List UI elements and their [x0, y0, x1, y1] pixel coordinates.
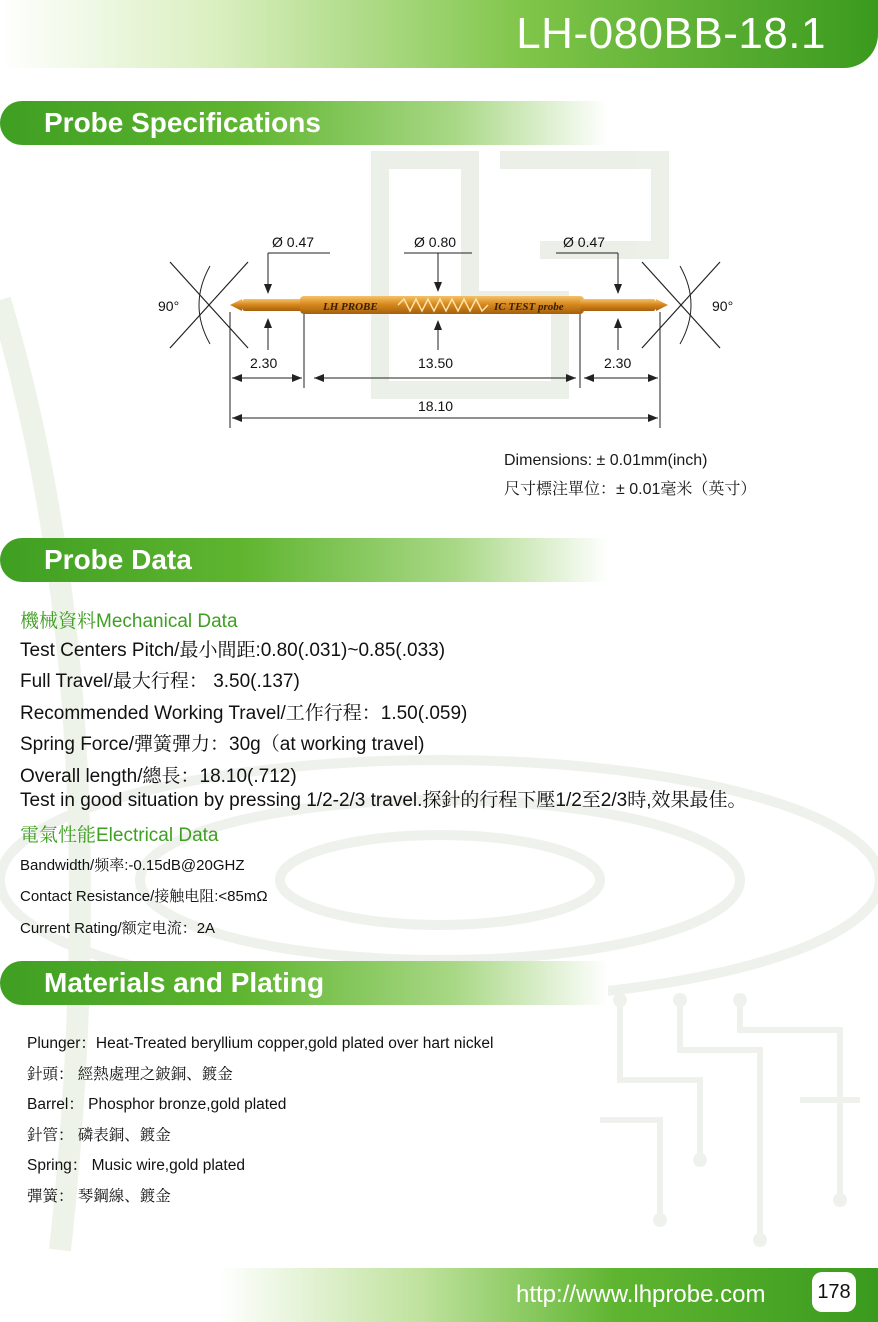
len-left-label: 2.30 — [250, 355, 278, 371]
material-barrel-cn: 針管： 磷表銅、鍍金 — [27, 1127, 171, 1144]
material-plunger-en: Plunger：Heat-Treated beryllium copper,gold plated over hart nickel — [27, 1035, 494, 1052]
probe-tip-left — [230, 299, 242, 311]
mech-test-note: Test in good situation by pressing 1/2-2/3 travel.探針的行程下壓1/2至2/3時,效果最佳。 — [20, 790, 747, 811]
probe-plunger-left — [242, 299, 304, 311]
angle-left-label: 90° — [158, 298, 180, 314]
angle-right-label: 90° — [712, 298, 734, 314]
page-title: LH-080BB-18.1 — [516, 9, 826, 58]
probe-plunger-right — [580, 299, 656, 311]
section-title-materials: Materials and Plating — [44, 967, 325, 998]
mech-pitch: Test Centers Pitch/最小間距:0.80(.031)~0.85(.033) — [20, 640, 446, 661]
elec-contact-resistance: Contact Resistance/接触电阻:<85mΩ — [20, 888, 268, 905]
probe-tip-right — [656, 299, 668, 311]
section-title-specs: Probe Specifications — [44, 107, 321, 138]
footer-url-link[interactable]: http://www.lhprobe.com — [516, 1281, 766, 1308]
dia-right-label: Ø 0.47 — [563, 234, 606, 250]
mech-overall-length: Overall length/總長：18.10(.712) — [20, 766, 297, 787]
elec-current-rating: Current Rating/额定电流：2A — [20, 920, 216, 937]
mech-spring-force: Spring Force/彈簧彈力：30g（at working travel) — [20, 734, 425, 755]
elec-bandwidth: Bandwidth/频率:-0.15dB@20GHZ — [20, 857, 245, 874]
dia-mid-label: Ø 0.80 — [414, 234, 457, 250]
len-right-label: 2.30 — [604, 355, 632, 371]
material-barrel-en: Barrel： Phosphor bronze,gold plated — [27, 1096, 287, 1113]
dimension-note-cn: 尺寸標注單位：± 0.01毫米（英寸） — [504, 481, 757, 498]
len-total-label: 18.10 — [418, 398, 454, 414]
page-number: 178 — [812, 1272, 856, 1312]
probe-label-left: LH PROBE — [323, 301, 378, 313]
len-mid-label: 13.50 — [418, 355, 454, 371]
electrical-heading: 電氣性能Electrical Data — [20, 825, 219, 846]
mech-full-travel: Full Travel/最大行程： 3.50(.137) — [20, 671, 300, 692]
material-spring-en: Spring： Music wire,gold plated — [27, 1157, 245, 1174]
dia-left-label: Ø 0.47 — [272, 234, 315, 250]
material-plunger-cn: 針頭： 經熱處理之鈹銅、鍍金 — [27, 1066, 233, 1083]
section-title-data: Probe Data — [44, 544, 192, 575]
material-spring-cn: 彈簧： 琴鋼線、鍍金 — [27, 1188, 171, 1205]
probe-label-right: IC TEST probe — [494, 301, 564, 313]
probe-dimension-diagram — [150, 225, 750, 440]
mech-working-travel: Recommended Working Travel/工作行程：1.50(.059) — [20, 703, 468, 724]
mechanical-heading: 機械資料Mechanical Data — [20, 611, 238, 632]
dimension-note-en: Dimensions: ± 0.01mm(inch) — [504, 452, 708, 469]
